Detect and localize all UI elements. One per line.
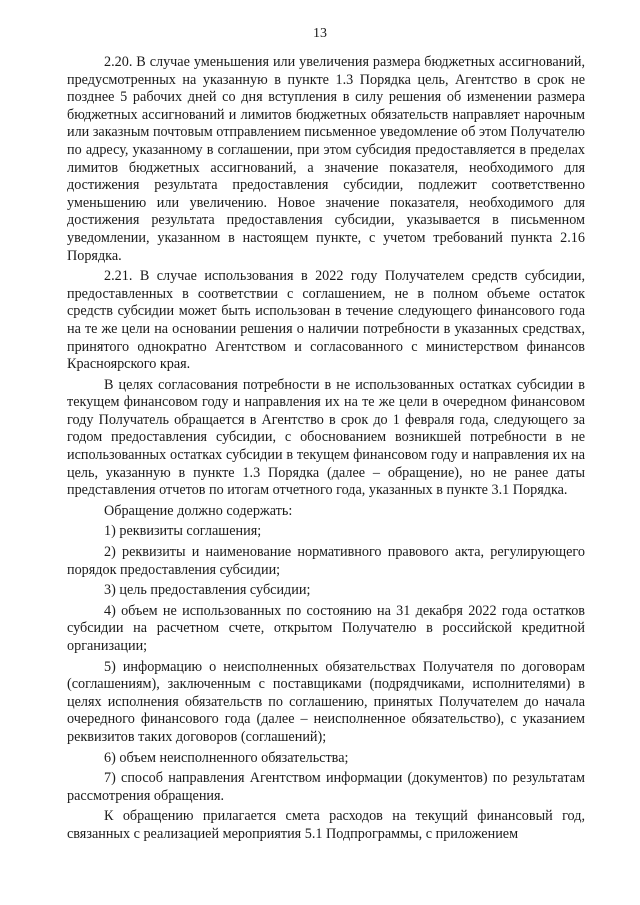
list-item-4: 4) объем не использованных по состоянию на 31 декабря 2022 года остатков субсидии на расчетном счете, открытом Получателю в российской кредитной организации; bbox=[67, 602, 585, 654]
list-item-6: 6) объем неисполненного обязательства; bbox=[104, 749, 349, 766]
list-item-7: 7) способ направления Агентством информации (документов) по результатам рассмотрения обращения. bbox=[67, 770, 585, 804]
list-item-3: 3) цель предоставления субсидии; bbox=[104, 582, 311, 599]
paragraph-2-20: 2.20. В случае уменьшения или увеличения размера бюджетных ассигнований, предусмотренных на указанную в пункте 1.3 Порядка цель, Агентство в срок не позднее 5 рабочих дней со дня вступления в силу решения об изменении размера бюджетных ассигнований и лимитов бюджетных обязательств направляет нарочным или заказным почтовым отправлением письменное уведомление об этом Получателю по адресу, указанному в соглашении, при этом субсидия предоставляется в пределах лимитов бюджетных ассигнований, а значение показателя, необходимого для достижения результата предоставления субсидии, подлежит соответственно уменьшению или увеличению. Новое значение показателя, необходимого для достижения результата предоставления субсидии, указывается в письменном уведомлении, указанном в настоящем пункте, с учетом требований пункта 2.16 Порядка. bbox=[67, 54, 585, 264]
list-item-5: 5) информацию о неисполненных обязательствах Получателя по договорам (соглашениям), заключенным с поставщиками (подрядчиками, исполнителями) в целях исполнения обязательств по соглашению, принятых Получателем до начала очередного финансового года (далее – неисполненное обязательство), с указанием реквизитов таких договоров (соглашений); bbox=[67, 658, 585, 745]
page-number: 13 bbox=[313, 26, 327, 41]
document-body bbox=[67, 54, 585, 844]
paragraph-attachment: К обращению прилагается смета расходов на текущий финансовый год, связанных с реализацией мероприятия 5.1 Подпрограммы, с приложением bbox=[67, 808, 585, 842]
paragraph-2-21: 2.21. В случае использования в 2022 году Получателем средств субсидии, предоставленных в соответствии с соглашением, не в полном объеме остаток средств субсидии может быть использован в течение следующего финансового года на те же цели на основании решения о наличии потребности в указанных средствах, принятого однократно Агентством и согласованного с министерством финансов Красноярского края. bbox=[67, 268, 585, 373]
list-item-1: 1) реквизиты соглашения; bbox=[104, 523, 262, 540]
paragraph-request-contents: Обращение должно содержать: bbox=[104, 502, 293, 519]
list-item-2: 2) реквизиты и наименование нормативного правового акта, регулирующего порядок предоставления субсидии; bbox=[67, 544, 585, 578]
paragraph-approval-request: В целях согласования потребности в не использованных остатках субсидии в текущем финансовом году и направления их на те же цели в очередном финансовом году Получатель обращается в Агентство в срок до 1 февраля года, следующего за годом предоставления субсидии, с обоснованием возникшей потребности в не использованных остатках субсидии в текущем финансовом году и направления их на цель, указанную в пункте 1.3 Порядка (далее – обращение), но не ранее даты представления отчетов по итогам отчетного года, указанных в пункте 3.1 Порядка. bbox=[67, 376, 585, 499]
